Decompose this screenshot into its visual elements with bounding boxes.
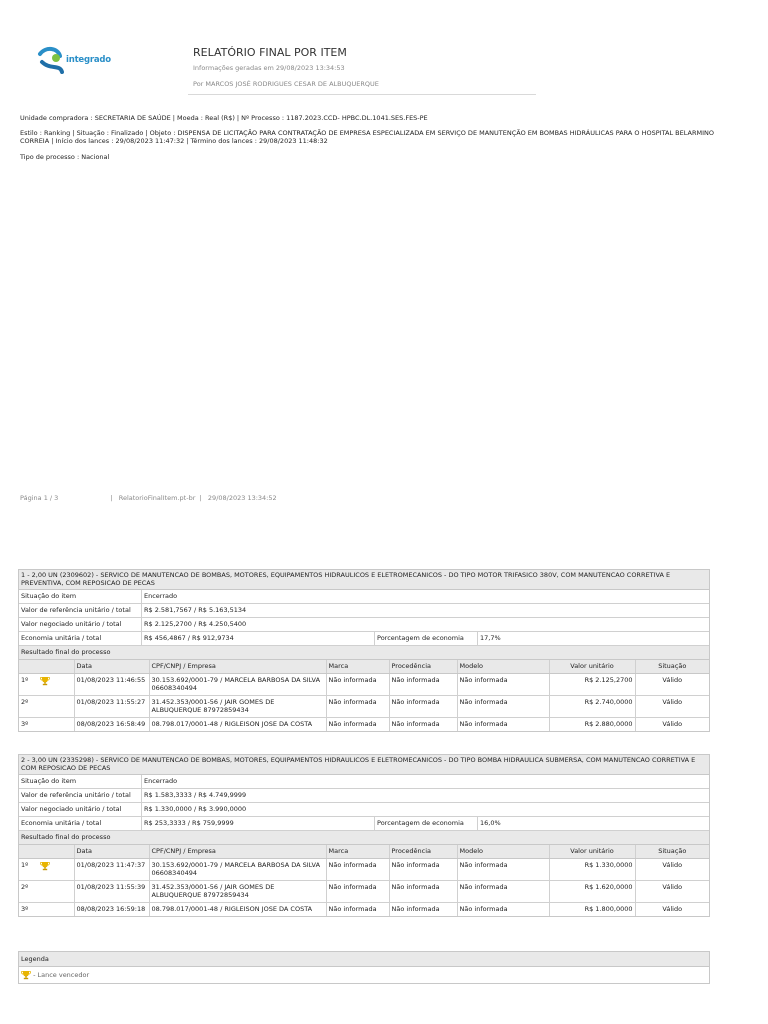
table-header-row bbox=[19, 660, 709, 674]
result-heading: Resultado final do processo bbox=[19, 646, 709, 660]
rank-cell: 1º bbox=[21, 860, 29, 869]
kv-value: R$ 456,4867 / R$ 912,9734 bbox=[144, 634, 234, 643]
trophy-icon bbox=[40, 861, 50, 871]
item-title: 2 - 3,00 UN (2335298) - SERVICO DE MANUTENCAO DE BOMBAS, MOTORES, EQUIPAMENTOS HIDRAULICOS E ELETROMECANICOS - DO TIPO BOMBA HIDRAULICA SUBMERSA, COM MANUTENCAO CORRETIVA E COM REPOSICAO DE PECAS bbox=[19, 755, 709, 775]
brand-cell: Não informada bbox=[326, 858, 389, 880]
kv-value: R$ 1.583,3333 / R$ 4.749,9999 bbox=[144, 791, 247, 800]
origin-cell: Não informada bbox=[389, 858, 457, 880]
table-row bbox=[19, 717, 709, 731]
column-header: Marca bbox=[326, 660, 389, 674]
kv-value: 16,0% bbox=[480, 819, 501, 828]
footer-page: Página 1 / 3 bbox=[20, 494, 59, 502]
kv-row bbox=[19, 789, 709, 803]
model-cell: Não informada bbox=[457, 673, 549, 695]
origin-cell: Não informada bbox=[389, 695, 457, 717]
date-cell: 01/08/2023 11:55:27 bbox=[74, 695, 149, 717]
status-cell: Válido bbox=[635, 695, 709, 717]
date-cell: 08/08/2023 16:58:49 bbox=[74, 717, 149, 731]
column-header: Valor unitário bbox=[549, 845, 635, 859]
table-row bbox=[19, 673, 709, 695]
kv-value: 17,7% bbox=[480, 634, 501, 643]
column-header: CPF/CNPJ / Empresa bbox=[149, 660, 326, 674]
kv-row bbox=[19, 604, 709, 618]
kv-label: Economia unitária / total bbox=[19, 817, 142, 830]
legend-label: - Lance vencedor bbox=[31, 970, 90, 979]
kv-row bbox=[19, 817, 709, 831]
rank-cell: 3º bbox=[19, 717, 74, 731]
column-header: Valor unitário bbox=[549, 660, 635, 674]
generated-info: Informações geradas em 29/08/2023 13:34:53 bbox=[193, 64, 345, 72]
date-cell: 01/08/2023 11:46:55 bbox=[74, 673, 149, 695]
status-cell: Válido bbox=[635, 673, 709, 695]
kv-label: Valor negociado unitário / total bbox=[19, 803, 142, 816]
table-header-row bbox=[19, 845, 709, 859]
kv-row bbox=[19, 803, 709, 817]
table-row bbox=[19, 902, 709, 916]
column-header: Modelo bbox=[457, 845, 549, 859]
origin-cell: Não informada bbox=[389, 902, 457, 916]
kv-value: R$ 253,3333 / R$ 759,9999 bbox=[144, 819, 234, 828]
value-cell: R$ 2.740,0000 bbox=[549, 695, 635, 717]
column-header: Data bbox=[74, 845, 149, 859]
result-table bbox=[19, 845, 709, 916]
brand-cell: Não informada bbox=[326, 902, 389, 916]
value-cell: R$ 2.125,2700 bbox=[549, 673, 635, 695]
model-cell: Não informada bbox=[457, 695, 549, 717]
origin-cell: Não informada bbox=[389, 673, 457, 695]
company-cell: 31.452.353/0001-56 / JAIR GOMES DE ALBUQUERQUE 87972859434 bbox=[149, 880, 326, 902]
legend-title: Legenda bbox=[19, 952, 709, 967]
table-row bbox=[19, 695, 709, 717]
company-cell: 31.452.353/0001-56 / JAIR GOMES DE ALBUQUERQUE 87972859434 bbox=[149, 695, 326, 717]
column-header: Situação bbox=[635, 845, 709, 859]
model-cell: Não informada bbox=[457, 880, 549, 902]
company-cell: 08.798.017/0001-48 / RIGLEISON JOSE DA COSTA bbox=[149, 902, 326, 916]
kv-row bbox=[19, 590, 709, 604]
kv-label: Valor de referência unitário / total bbox=[19, 789, 142, 802]
kv-label: Porcentagem de economia bbox=[374, 632, 478, 645]
item-title: 1 - 2,00 UN (2309602) - SERVICO DE MANUTENCAO DE BOMBAS, MOTORES, EQUIPAMENTOS HIDRAULICOS E ELETROMECANICOS - DO TIPO MOTOR TRIFASICO 380V, COM MANUTENCAO CORRETIVA E PREVENTIVA, COM REPOSICAO DE PECAS bbox=[19, 570, 709, 590]
status-cell: Válido bbox=[662, 719, 683, 728]
footer-date: 29/08/2023 13:34:52 bbox=[207, 494, 277, 502]
kv-row bbox=[19, 775, 709, 789]
table-row bbox=[19, 880, 709, 902]
column-header: CPF/CNPJ / Empresa bbox=[149, 845, 326, 859]
date-cell: 01/08/2023 11:47:37 bbox=[74, 858, 149, 880]
kv-value: Encerrado bbox=[144, 592, 178, 601]
page-title: RELATÓRIO FINAL POR ITEM bbox=[193, 46, 347, 59]
column-header: Procedência bbox=[389, 845, 457, 859]
header-divider bbox=[188, 94, 536, 95]
value-cell: R$ 1.330,0000 bbox=[549, 858, 635, 880]
value-cell: R$ 1.800,0000 bbox=[549, 902, 635, 916]
logo bbox=[36, 44, 126, 80]
page-footer bbox=[20, 494, 277, 502]
company-cell: 30.153.692/0001-79 / MARCELA BARBOSA DA SILVA 06608340494 bbox=[149, 673, 326, 695]
model-cell: Não informada bbox=[457, 717, 549, 731]
kv-label: Porcentagem de economia bbox=[374, 817, 478, 830]
model-cell: Não informada bbox=[457, 858, 549, 880]
kv-value: R$ 2.125,2700 / R$ 4.250,5400 bbox=[144, 620, 247, 629]
logo-mark-icon bbox=[36, 44, 66, 78]
result-heading: Resultado final do processo bbox=[19, 831, 709, 845]
brand-cell: Não informada bbox=[326, 673, 389, 695]
meta-type-line: Tipo de processo : Nacional bbox=[20, 153, 110, 161]
item-box bbox=[18, 569, 710, 732]
rank-cell: 1º bbox=[21, 675, 29, 684]
footer-sep: | bbox=[199, 494, 202, 502]
date-cell: 08/08/2023 16:59:18 bbox=[74, 902, 149, 916]
kv-row bbox=[19, 632, 709, 646]
author-info: Por MARCOS JOSÉ RODRIGUES CESAR DE ALBUQUERQUE bbox=[193, 80, 379, 88]
brand-cell: Não informada bbox=[326, 880, 389, 902]
kv-value: R$ 1.330,0000 / R$ 3.990,0000 bbox=[144, 805, 247, 814]
company-cell: 30.153.692/0001-79 / MARCELA BARBOSA DA SILVA 06608340494 bbox=[149, 858, 326, 880]
rank-cell: 2º bbox=[19, 695, 74, 717]
table-row bbox=[19, 858, 709, 880]
rank-cell: 3º bbox=[19, 902, 74, 916]
legend-item bbox=[19, 967, 709, 983]
status-cell: Válido bbox=[662, 904, 683, 913]
kv-label: Situação do item bbox=[19, 590, 142, 603]
item-box bbox=[18, 754, 710, 917]
kv-label: Valor negociado unitário / total bbox=[19, 618, 142, 631]
logo-text: integrado bbox=[66, 55, 111, 65]
column-header: Situação bbox=[635, 660, 709, 674]
status-cell: Válido bbox=[635, 858, 709, 880]
footer-file: RelatorioFinalItem.pt-br bbox=[118, 494, 196, 502]
meta-unit-line: Unidade compradora : SECRETARIA DE SAÚDE | Moeda : Real (R$) | Nº Processo : 1187.2023.CCD- HPBC.DL.1041.SES.FES-PE bbox=[20, 114, 428, 122]
brand-cell: Não informada bbox=[326, 695, 389, 717]
trophy-icon bbox=[40, 676, 50, 686]
result-table bbox=[19, 660, 709, 731]
kv-value: R$ 2.581,7567 / R$ 5.163,5134 bbox=[144, 606, 247, 615]
trophy-icon bbox=[21, 970, 31, 980]
kv-label: Situação do item bbox=[19, 775, 142, 788]
model-cell: Não informada bbox=[457, 902, 549, 916]
value-cell: R$ 1.620,0000 bbox=[549, 880, 635, 902]
column-header: Data bbox=[74, 660, 149, 674]
brand-cell: Não informada bbox=[326, 717, 389, 731]
column-header: Marca bbox=[326, 845, 389, 859]
column-header: Modelo bbox=[457, 660, 549, 674]
kv-label: Economia unitária / total bbox=[19, 632, 142, 645]
rank-cell: 2º bbox=[19, 880, 74, 902]
column-header: Procedência bbox=[389, 660, 457, 674]
value-cell: R$ 2.880,0000 bbox=[549, 717, 635, 731]
company-cell: 08.798.017/0001-48 / RIGLEISON JOSE DA COSTA bbox=[149, 717, 326, 731]
kv-row bbox=[19, 618, 709, 632]
origin-cell: Não informada bbox=[389, 717, 457, 731]
kv-value: Encerrado bbox=[144, 777, 178, 786]
status-cell: Válido bbox=[635, 880, 709, 902]
date-cell: 01/08/2023 11:55:39 bbox=[74, 880, 149, 902]
meta-object-line: Estilo : Ranking | Situação : Finalizado | Objeto : DISPENSA DE LICITAÇÃO PARA CONTRATAÇÃO DE EMPRESA ESPECIALIZADA EM SERVIÇO DE MANUTENÇÃO EM BOMBAS HIDRÁULICAS PARA O HOSPITAL BELARMINO CORREIA | Início dos lances : 29/08/2023 11:47:32 | Término dos lances : 29/08/2023 11:48:32 bbox=[20, 129, 714, 146]
footer-sep: | bbox=[110, 494, 113, 502]
origin-cell: Não informada bbox=[389, 880, 457, 902]
legend bbox=[18, 951, 710, 984]
kv-label: Valor de referência unitário / total bbox=[19, 604, 142, 617]
